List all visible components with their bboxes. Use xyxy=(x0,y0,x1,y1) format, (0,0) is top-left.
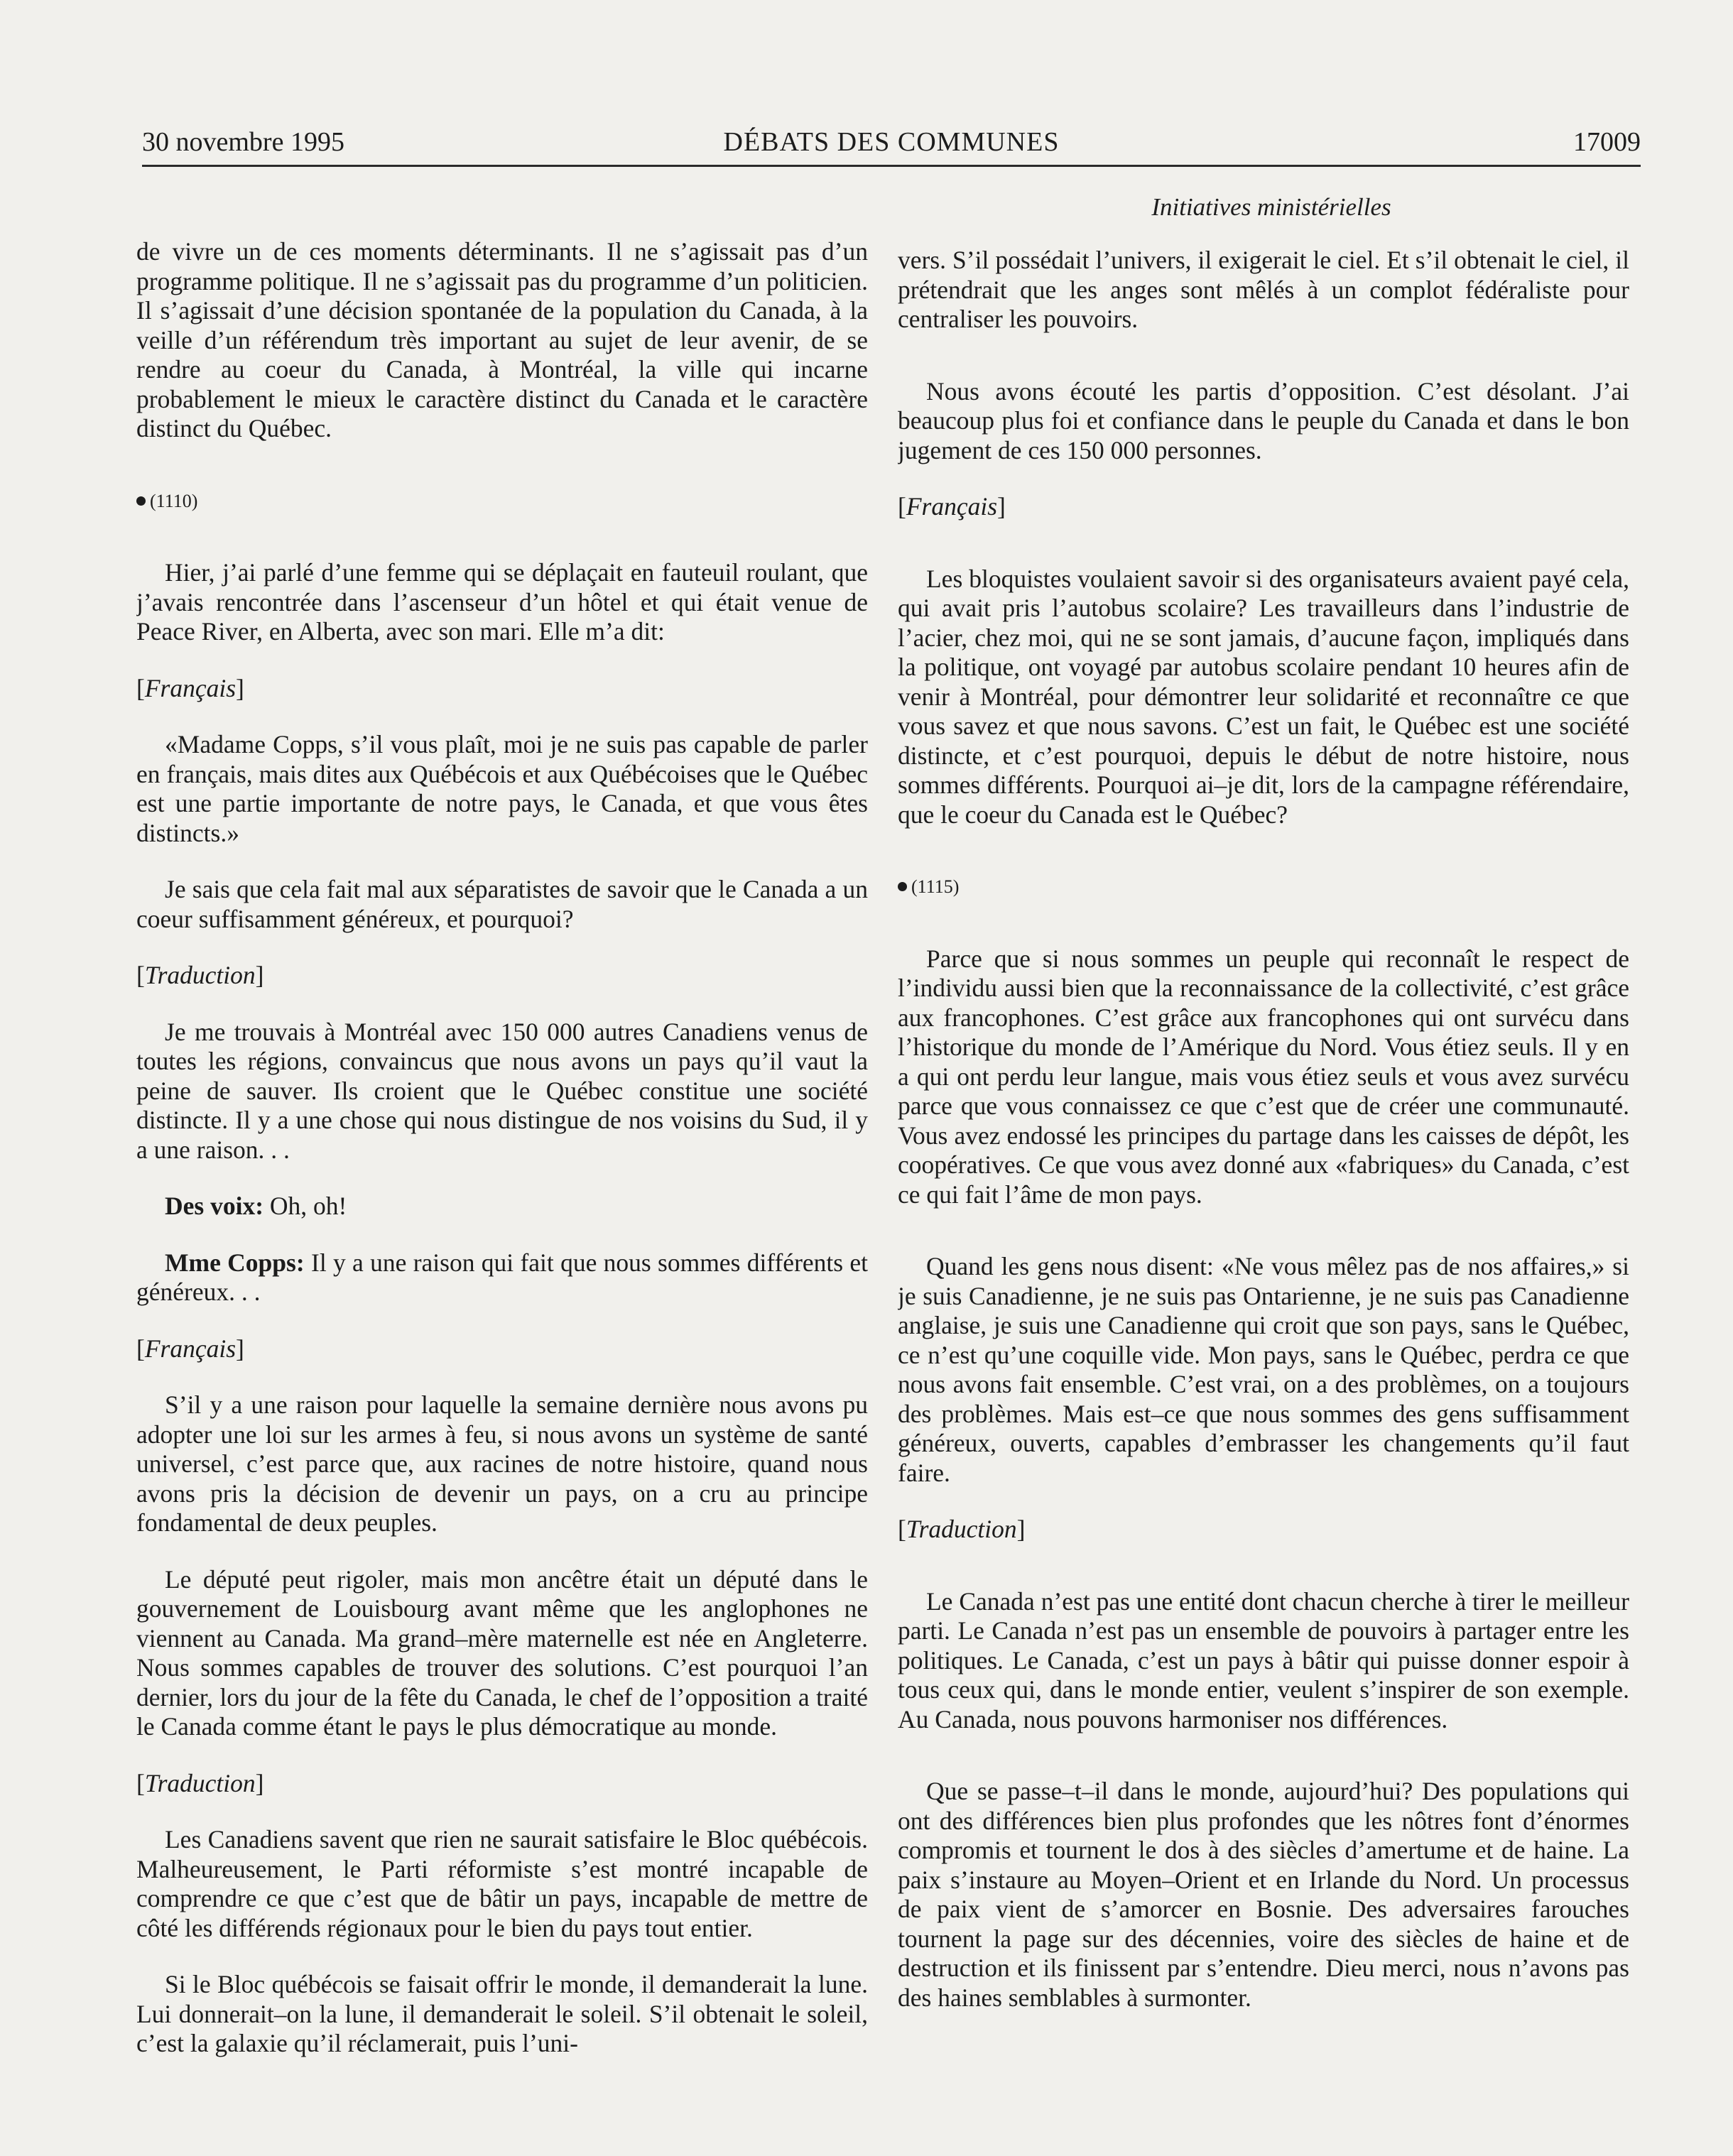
language-tag-label: Traduction xyxy=(144,1768,256,1797)
paragraph: Parce que si nous sommes un peuple qui reconnaît le respect de l’individu aussi bien que la reconnaissance de la collectivité, c’est grâce aux francophones. C’est grâce aux francophones qui ont survécu dans l’historique du monde de l’Amérique du Nord. Vous étiez seuls. Il y en a qui ont perdu leur langue, mais vous étiez seuls et vous avez survécu parce que vous connaissez ce que c’est que de créer une communauté. Vous avez endossé les principes du partage dans les caisses de dépôt, les coopératives. Ce que vous avez donné aux «fabriques» du Canada, c’est ce qui fait l’âme de mon pays. xyxy=(898,944,1629,1209)
time-marker-label: (1110) xyxy=(150,490,198,511)
time-marker-label: (1115) xyxy=(911,876,960,897)
left-column xyxy=(136,237,868,2112)
speaker-name: Des voix: xyxy=(165,1192,264,1220)
language-tag: [Traduction] xyxy=(136,961,264,989)
paragraph: Le Canada n’est pas une entité dont chacun cherche à tirer le meilleur parti. Le Canada n’est pas un ensemble de pouvoirs à partager entre les politiques. Le Canada, c’est un pays à bâtir qui puisse donner espoir à tous ceux qui, dans le monde entier, veulent s’inspirer de son exemple. Au Canada, nous pouvons harmoniser nos différences. xyxy=(898,1586,1629,1733)
language-tag-label: Français xyxy=(144,1334,237,1363)
paragraph: Nous avons écouté les partis d’opposition. C’est désolant. J’ai beaucoup plus foi et confiance dans le peuple du Canada et dans le bon jugement de ces 150 000 personnes. xyxy=(898,376,1629,464)
language-tag: [Traduction] xyxy=(136,1768,264,1797)
time-marker xyxy=(898,872,1629,902)
language-tag: [Traduction] xyxy=(898,1515,1026,1543)
paragraph: Le député peut rigoler, mais mon ancêtre était un député dans le gouvernement de Louisbourg avant même que les anglophones ne viennent au Canada. Ma grand–mère maternelle est née en Angleterre. Nous sommes capables de trouver des solutions. C’est pourquoi l’an dernier, lors du jour de la fête du Canada, le chef de l’opposition a traité le Canada comme étant le pays le plus démocratique au monde. xyxy=(136,1564,868,1741)
speech-text: Il y a une raison qui fait que nous sommes différents et généreux. . . xyxy=(136,1248,868,1306)
speech-text: Oh, oh! xyxy=(269,1192,347,1220)
speaker-line xyxy=(136,1248,868,1307)
paragraph: Quand les gens nous disent: «Ne vous mêlez pas de nos affaires,» si je suis Canadienne, je ne suis pas Ontarienne, je ne suis pas Canadienne anglaise, je suis une Canadienne qui croit que son pays, sans le Québec, ce n’est qu’une coquille vide. Mon pays, sans le Québec, perdra ce que nous avons fait ensemble. C’est vrai, on a des problèmes, on a toujours des problèmes. Mais est–ce que nous sommes des gens suffisamment généreux, ouverts, capables d’embrasser les changements qu’il faut faire. xyxy=(898,1252,1629,1487)
paragraph: de vivre un de ces moments déterminants. Il ne s’agissait pas d’un programme politique. Il ne s’agissait pas du programme d’un politicien. Il s’agissait d’une décision spontanée de la population du Canada, à la veille d’un référendum très important au sujet de leur avenir, de se rendre au coeur du Canada, à Montréal, la ville qui incarne probablement le mieux le caractère distinct du Canada et le caractère distinct du Québec. xyxy=(136,237,868,442)
paragraph: Je me trouvais à Montréal avec 150 000 autres Canadiens venus de toutes les régions, convaincus que nous avons un pays qu’il vaut la peine de sauver. Ils croient que le Québec constitue une société distincte. Il y a une chose qui nous distingue de nos voisins du Sud, il y a une raison. . . xyxy=(136,1017,868,1164)
paragraph: Hier, j’ai parlé d’une femme qui se déplaçait en fauteuil roulant, que j’avais rencontrée dans l’ascenseur d’un hôtel et qui était venue de Peace River, en Alberta, avec son mari. Elle m’a dit: xyxy=(136,558,868,646)
paragraph: vers. S’il possédait l’univers, il exigerait le ciel. Et s’il obtenait le ciel, il prétendrait que les anges sont mêlés à un complot fédéraliste pour centraliser les pouvoirs. xyxy=(898,246,1629,333)
header-date: 30 novembre 1995 xyxy=(142,127,344,157)
paragraph: Je sais que cela fait mal aux séparatistes de savoir que le Canada a un coeur suffisamment généreux, et pourquoi? xyxy=(136,875,868,933)
paragraph: Que se passe–t–il dans le monde, aujourd’hui? Des populations qui ont des différences bien plus profondes que les nôtres font d’énormes compromis et tournent le dos à des siècles d’amertume et de haine. La paix s’instaure au Moyen–Orient et en Irlande du Nord. Un processus de paix vient de s’amorcer en Bosnie. Des adversaires farouches tournent la page sur des décennies, voire des siècles de haine et de destruction et ils finissent par s’entendre. Dieu merci, nous n’avons pas des haines semblables à surmonter. xyxy=(898,1777,1629,2012)
bullet-icon xyxy=(136,496,146,506)
bullet-icon xyxy=(898,882,907,891)
page-header xyxy=(142,114,1641,167)
speaker-line xyxy=(136,1192,868,1221)
paragraph: «Madame Copps, s’il vous plaît, moi je ne suis pas capable de parler en français, mais dites aux Québécois et aux Québécoises que le Québec est une partie importante de notre pays, le Canada, et que vous êtes distincts.» xyxy=(136,730,868,847)
right-column xyxy=(898,246,1629,2120)
header-page-number: 17009 xyxy=(1573,127,1641,157)
language-tag: [Français] xyxy=(136,1334,244,1363)
header-title: DÉBATS DES COMMUNES xyxy=(723,127,1060,157)
paragraph: Les bloquistes voulaient savoir si des organisateurs avaient payé cela, qui avait pris l’autobus scolaire? Les travailleurs dans l’industrie de l’acier, chez moi, qui ne se sont jamais, d’aucune façon, impliqués dans la politique, ont voyagé par autobus scolaire pendant 10 heures afin de venir à Montréal, pour démontrer leur solidarité et reconnaître ce que vous savez et que nous savons. C’est un fait, le Québec est une société distincte, et c’est pourquoi, depuis le début de notre histoire, nous sommes différents. Pourquoi ai–je dit, lors de la campagne référendaire, que le coeur du Canada est le Québec? xyxy=(898,564,1629,829)
paragraph: Si le Bloc québécois se faisait offrir le monde, il demanderait la lune. Lui donnerait–on la lune, il demanderait le soleil. S’il obtenait le soleil, c’est la galaxie qu’il réclamerait, puis l’uni- xyxy=(136,1970,868,2057)
speaker-name: Mme Copps: xyxy=(165,1248,305,1277)
paragraph: S’il y a une raison pour laquelle la semaine dernière nous avons pu adopter une loi sur les armes à feu, si nous avons un système de santé universel, c’est parce que, aux racines de notre histoire, quand nous avons pris la décision de devenir un pays, on a cru au principe fondamental de deux peuples. xyxy=(136,1390,868,1537)
section-heading: Initiatives ministérielles xyxy=(1151,193,1391,221)
language-tag-label: Français xyxy=(144,673,237,702)
language-tag: [Français] xyxy=(898,492,1006,521)
language-tag-label: Français xyxy=(906,492,998,521)
language-tag-label: Traduction xyxy=(906,1515,1017,1543)
time-marker xyxy=(136,486,868,516)
language-tag: [Français] xyxy=(136,673,244,702)
paragraph: Les Canadiens savent que rien ne saurait satisfaire le Bloc québécois. Malheureusement, le Parti réformiste s’est montré incapable de comprendre ce que c’est que de bâtir un pays, incapable de mettre de côté les différends régionaux pour le bien du pays tout entier. xyxy=(136,1825,868,1942)
language-tag-label: Traduction xyxy=(144,961,256,989)
